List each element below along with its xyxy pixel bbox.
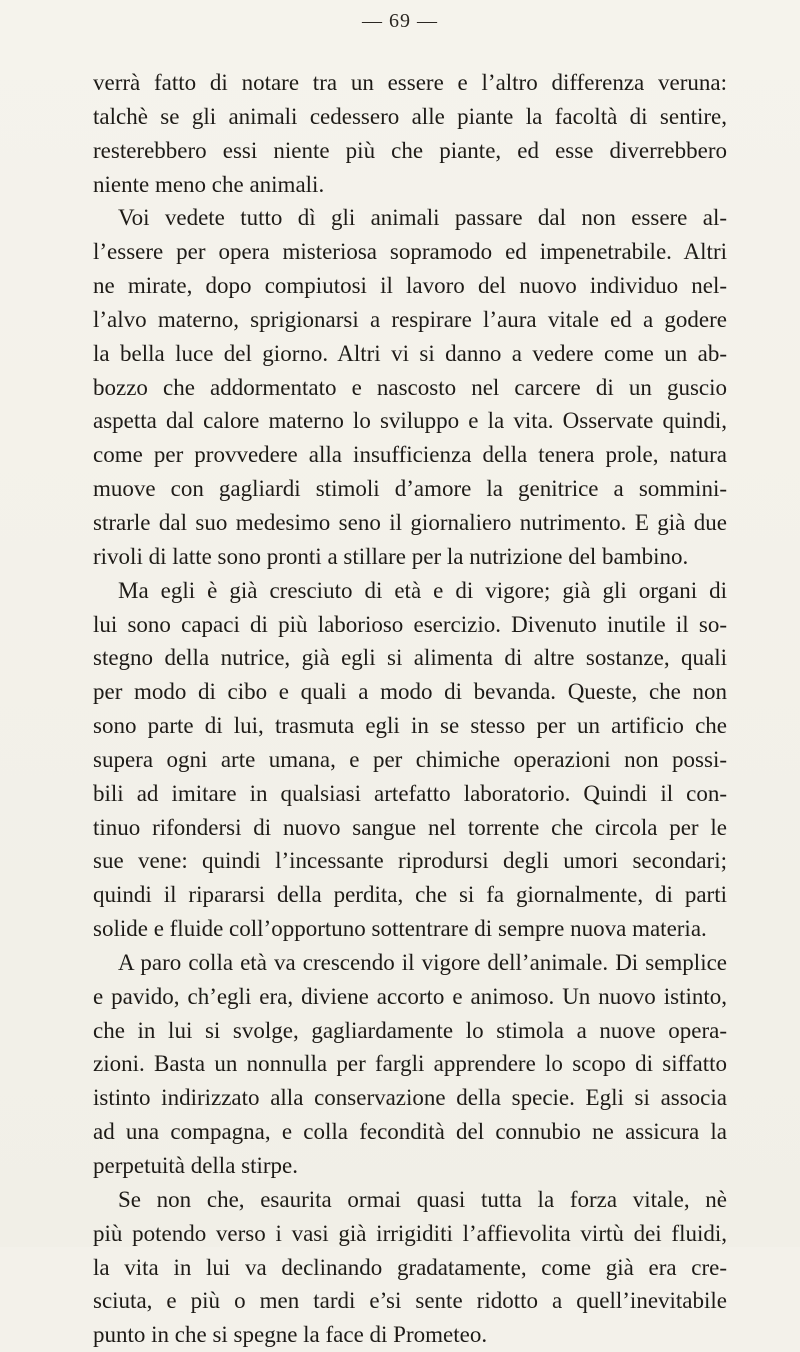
text-line: punto in che si spegne la face di Prometeo. — [93, 1322, 488, 1348]
text-line: istinto indirizzato alla conservazione della specie. Egli si associa — [93, 1085, 727, 1111]
text-line: supera ogni arte umana, e per chimiche operazioni non possi- — [93, 746, 727, 772]
text-line: l’essere per opera misteriosa sopramodo ed impenetrabile. Altri — [93, 239, 727, 265]
text-line: aspetta dal calore materno lo sviluppo e la vita. Osservate quindi, — [93, 408, 727, 434]
text-line: sono parte di lui, trasmuta egli in se stesso per un artificio che — [93, 713, 727, 739]
text-line: l’alvo materno, sprigionarsi a respirare l’aura vitale ed a godere — [93, 306, 727, 332]
text-line: che in lui si svolge, gagliardamente lo stimola a nuove opera- — [93, 1017, 727, 1043]
text-line: la bella luce del giorno. Altri vi si danno a vedere come un ab- — [93, 340, 727, 366]
text-line: bili ad imitare in qualsiasi artefatto laboratorio. Quindi il con- — [93, 780, 727, 806]
page-number-header: — 69 — — [362, 10, 438, 32]
text-line: tinuo rifondersi di nuovo sangue nel torrente che circola per le — [93, 814, 727, 840]
text-line: sciuta, e più o men tardi e’si sente ridotto a quell’inevitabile — [93, 1288, 727, 1314]
text-line: per modo di cibo e quali a modo di bevanda. Queste, che non — [93, 679, 727, 705]
text-line: resterebbero essi niente più che piante, ed esse diverrebbero — [93, 137, 727, 163]
text-line: stegno della nutrice, già egli si alimenta di altre sostanze, quali — [93, 645, 727, 671]
text-line: la vita in lui va declinando gradatamente, come già era cre- — [93, 1254, 727, 1280]
text-line: come per provvedere alla insufficienza della tenera prole, natura — [93, 442, 727, 468]
text-line: muove con gagliardi stimoli d’amore la genitrice a sommini- — [93, 476, 727, 502]
text-line: ne mirate, dopo compiutosi il lavoro del nuovo individuo nel- — [93, 273, 727, 299]
text-line: rivoli di latte sono pronti a stillare per la nutrizione del bambino. — [93, 543, 689, 569]
text-line: A paro colla età va crescendo il vigore dell’animale. Di semplice — [118, 949, 727, 975]
text-line: verrà fatto di notare tra un essere e l’altro differenza veruna: — [93, 70, 727, 95]
text-line: Se non che, esaurita ormai quasi tutta la forza vitale, nè — [118, 1186, 727, 1212]
text-line: più potendo verso i vasi già irrigiditi l’affievolita virtù dei fluidi, — [93, 1220, 727, 1246]
text-line: lui sono capaci di più laborioso esercizio. Divenuto inutile il so- — [93, 611, 727, 637]
text-line: e pavido, ch’egli era, diviene accorto e animoso. Un nuovo istinto, — [93, 983, 727, 1009]
body-text — [93, 66, 727, 1352]
text-line: sue vene: quindi l’incessante riprodursi degli umori secondari; — [93, 848, 727, 874]
text-line: strarle dal suo medesimo seno il giornaliero nutrimento. E già due — [93, 509, 727, 535]
text-line: talchè se gli animali cedessero alle piante la facoltà di sentire, — [93, 103, 727, 129]
text-line: bozzo che addormentato e nascosto nel carcere di un guscio — [93, 374, 727, 400]
text-line: quindi il ripararsi della perdita, che si fa giornalmente, di parti — [93, 882, 727, 908]
text-line: ad una compagna, e colla fecondità del connubio ne assicura la — [93, 1119, 727, 1145]
text-line: Voi vedete tutto dì gli animali passare dal non essere al- — [118, 205, 727, 231]
text-line: Ma egli è già cresciuto di età e di vigore; già gli organi di — [118, 577, 727, 603]
text-line: zioni. Basta un nonnulla per fargli apprendere lo scopo di siffatto — [93, 1051, 727, 1077]
text-line: niente meno che animali. — [93, 171, 325, 197]
text-line: solide e fluide coll’opportuno sottentrare di sempre nuova materia. — [93, 916, 707, 942]
text-line: perpetuità della stirpe. — [93, 1153, 299, 1178]
